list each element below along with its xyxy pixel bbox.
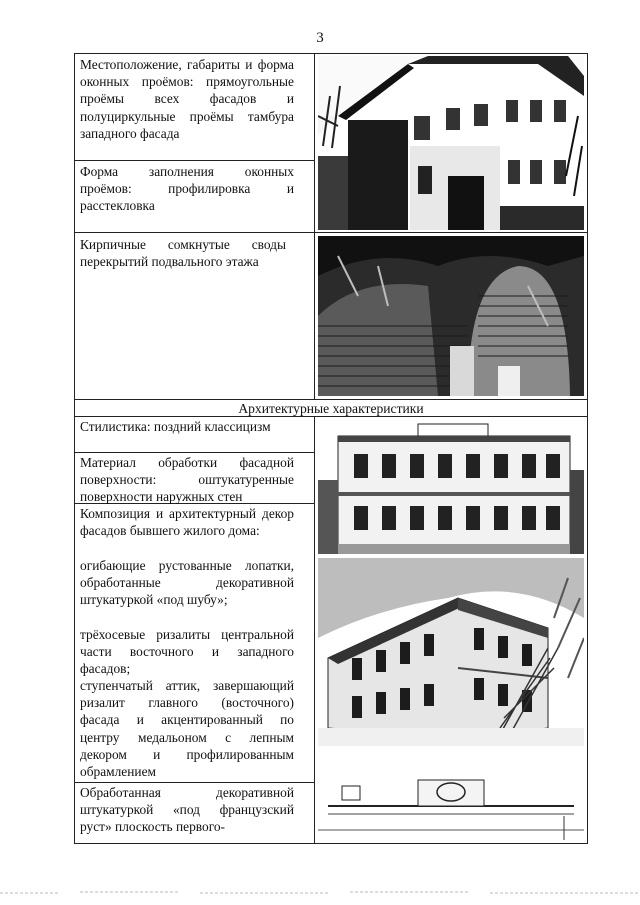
building-west-facade-photo [318, 56, 584, 230]
section-architecture-heading: Архитектурные характеристики [238, 401, 424, 416]
row-composition-item-risalits: трёхосевые ризалиты центральной части восточного и западного фасадов; [80, 627, 294, 677]
row-composition-item-attic: ступенчатый аттик, завершающий ризалит главного (восточного) фасада и акцентированный по центру медальоном с лепным декором и профилированным обрамлением [80, 678, 294, 780]
row-rustication-text: Обработанная декоративной штукатуркой «под французский руст» плоскость первого- [80, 785, 294, 835]
scan-edge-noise [0, 890, 640, 896]
page-number: 3 [316, 30, 324, 46]
attic-detail-photo [318, 750, 584, 840]
brick-vault-photo [318, 236, 584, 396]
row-window-fill-text: Форма заполнения оконных проёмов: профилировка и расстекловка [80, 164, 294, 214]
facade-front-photo [318, 420, 584, 554]
row-style-text: Стилистика: поздний классицизм [80, 419, 271, 434]
row-facade-material-text: Материал обработки фасадной поверхности: оштукатуренные поверхности наружных стен [80, 455, 294, 505]
row-window-openings-text: Местоположение, габариты и форма оконных проёмов: прямоугольные проёмы всех фасадов и полуциркульные проёмы тамбура западного фасада [80, 57, 294, 141]
row-basement-vaults-text: Кирпичные сомкнутые своды перекрытий подвального этажа [80, 237, 286, 270]
row-composition-text: Композиция и архитектурный декор фасадов бывшего жилого дома: [80, 506, 294, 539]
facade-perspective-photo [318, 558, 584, 746]
row-composition-item-pilasters: огибающие рустованные лопатки, обработанные декоративной штукатуркой «под шубу»; [80, 558, 294, 608]
